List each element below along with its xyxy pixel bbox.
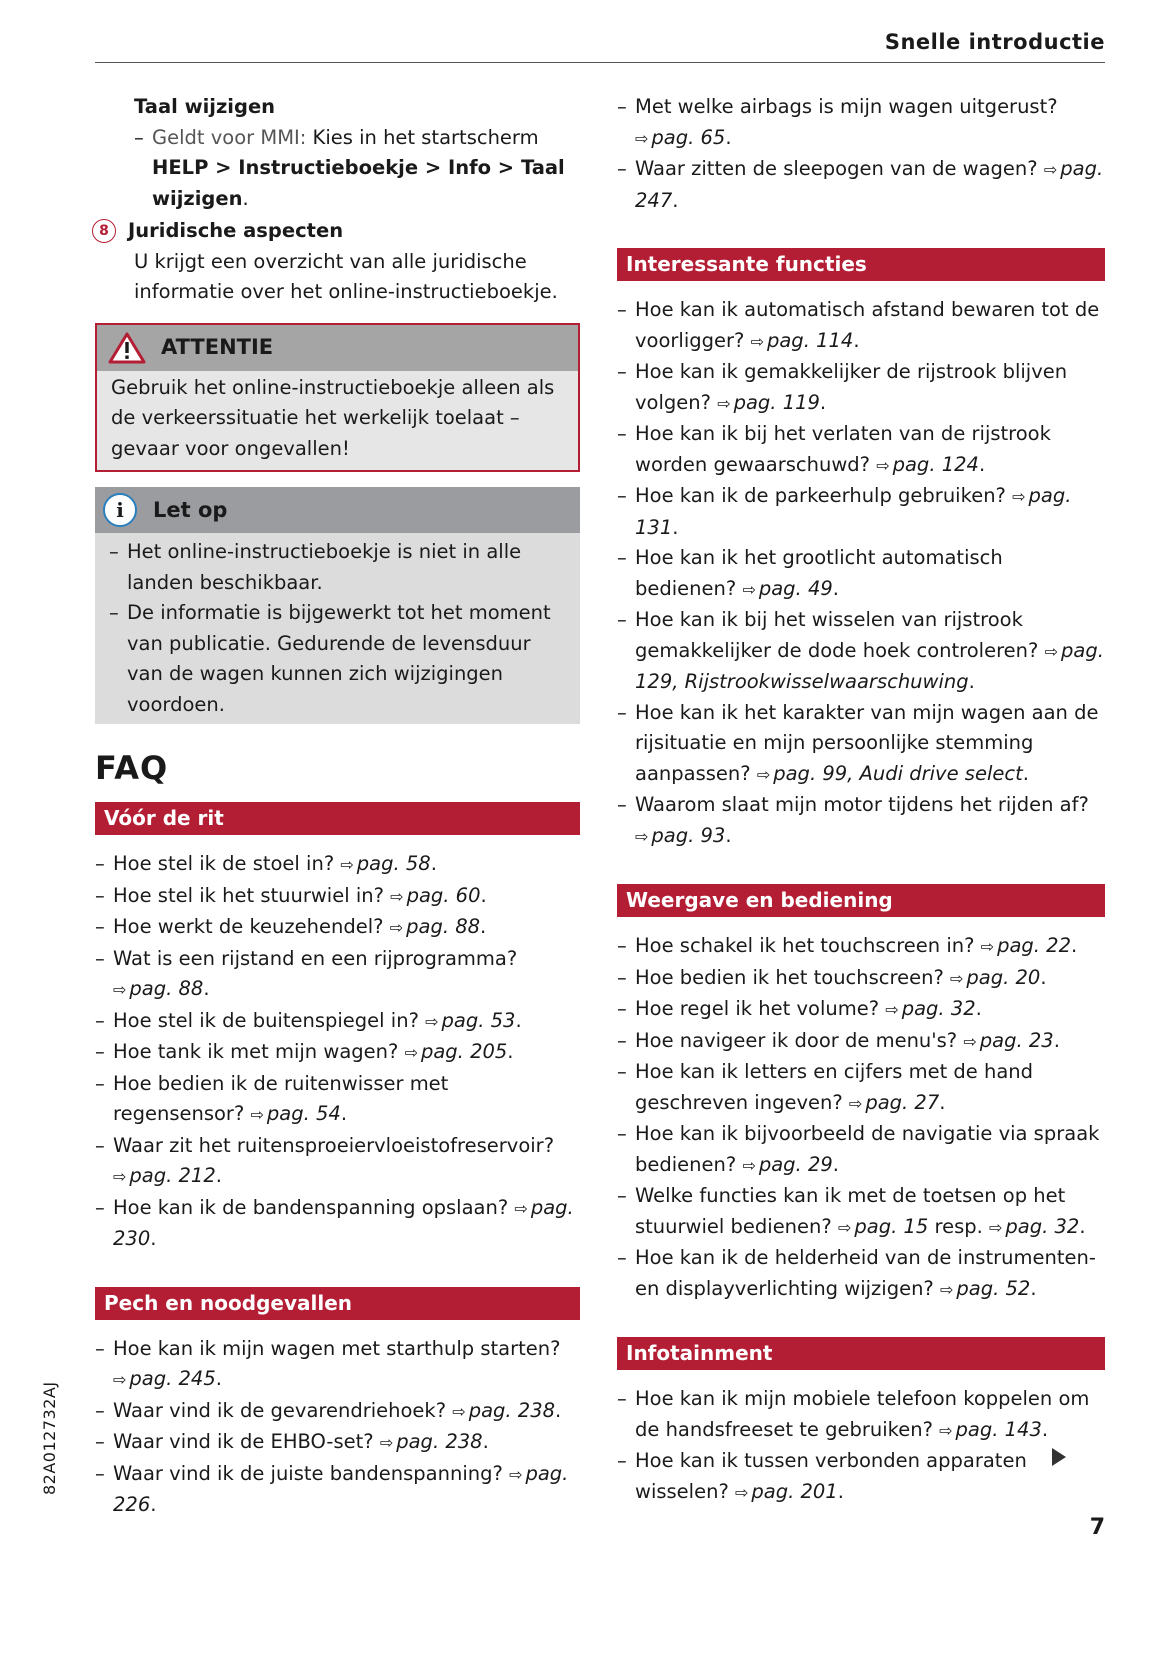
page-ref-arrow-icon: ⇨ bbox=[939, 1420, 953, 1440]
page-ref-arrow-icon: ⇨ bbox=[113, 980, 127, 999]
faq-question: Hoe kan ik het karakter van mijn wagen aan de rijsituatie en mijn persoonlijke stemming aanpassen? bbox=[635, 700, 1099, 785]
faq-item bbox=[617, 1181, 1105, 1243]
page-reference-link[interactable]: pag. 114 bbox=[766, 328, 854, 352]
faq-question: Welke functies kan ik met de toetsen op het stuurwiel bedienen? bbox=[635, 1184, 1066, 1238]
faq-item-end: . bbox=[1041, 1417, 1049, 1441]
faq-item-end: . bbox=[215, 1164, 222, 1187]
page-reference-link[interactable]: pag. 52 bbox=[956, 1276, 1031, 1300]
page-reference-link[interactable]: pag. 29 bbox=[758, 1152, 833, 1176]
faq-question: Waar vind ik de gevarendriehoek? bbox=[113, 1398, 447, 1422]
faq-item bbox=[95, 1459, 580, 1521]
faq-item bbox=[95, 1427, 580, 1459]
faq-item bbox=[617, 154, 1105, 216]
faq-title: FAQ bbox=[95, 749, 169, 787]
faq-item bbox=[617, 1057, 1105, 1119]
taal-instruction bbox=[134, 123, 580, 215]
page-reference-link[interactable]: pag. 230 bbox=[113, 1195, 574, 1250]
faq-item-end: . bbox=[725, 125, 732, 149]
faq-item bbox=[95, 1037, 580, 1069]
faq-question: Hoe kan ik de bandenspanning opslaan? bbox=[113, 1195, 509, 1219]
warning-triangle-icon bbox=[107, 331, 147, 365]
faq-question: Waar zit het ruitensproeiervloeistofreservoir? bbox=[113, 1133, 555, 1157]
ref-separator: resp. bbox=[928, 1214, 990, 1238]
page-ref-arrow-icon: ⇨ bbox=[950, 968, 964, 988]
page-reference-link[interactable]: pag. 143 bbox=[955, 1417, 1042, 1441]
section-band-infotainment: Infotainment bbox=[617, 1337, 1105, 1370]
page-reference-link[interactable]: pag. 22 bbox=[997, 934, 1071, 957]
page-reference-link[interactable]: pag. 32 bbox=[901, 997, 976, 1020]
faq-question: Hoe bedien ik het touchscreen? bbox=[635, 965, 944, 989]
faq-question: Hoe kan ik mijn mobiele telefoon koppelen om de handsfreeset te gebruiken? bbox=[635, 1387, 1090, 1441]
page-reference-link[interactable]: pag. 238 bbox=[468, 1398, 556, 1422]
page-reference-link[interactable]: pag. 238 bbox=[396, 1430, 483, 1453]
faq-item bbox=[95, 912, 580, 944]
faq-item-end: . bbox=[1022, 761, 1029, 785]
right-column bbox=[617, 92, 1105, 1508]
page-reference-link[interactable]: pag. 65 bbox=[651, 125, 726, 149]
page-ref-arrow-icon: ⇨ bbox=[250, 1105, 264, 1124]
page-ref-arrow-icon: ⇨ bbox=[379, 1433, 394, 1452]
page-ref-arrow-icon: ⇨ bbox=[389, 918, 404, 937]
faq-item bbox=[95, 944, 580, 1006]
attentie-header bbox=[97, 325, 578, 371]
taal-path-2: wijzigen bbox=[152, 186, 243, 210]
faq-item-end: . bbox=[1053, 1028, 1060, 1052]
faq-question: Hoe navigeer ik door de menu's? bbox=[635, 1028, 958, 1052]
page-ref-arrow-icon: ⇨ bbox=[989, 1217, 1003, 1237]
document-code: 82A012732AJ bbox=[40, 1381, 59, 1495]
section-band-voor-de-rit: Vóór de rit bbox=[95, 802, 580, 835]
page-reference-link[interactable]: pag. 15 bbox=[854, 1214, 929, 1238]
faq-item-end: . bbox=[150, 1493, 157, 1516]
faq-item-end: . bbox=[1079, 1214, 1086, 1238]
faq-question: Hoe kan ik de helderheid van de instrumenten- en displayverlichting wijzigen? bbox=[635, 1246, 1096, 1300]
page-ref-arrow-icon: ⇨ bbox=[980, 937, 995, 956]
page-ref-arrow-icon: ⇨ bbox=[113, 1370, 127, 1389]
page-reference-link[interactable]: pag. 23 bbox=[979, 1028, 1054, 1052]
page-ref-arrow-icon: ⇨ bbox=[963, 1031, 977, 1051]
faq-question: Hoe kan ik gemakkelijker de rijstrook blijven volgen? bbox=[635, 360, 1068, 414]
faq-item bbox=[617, 357, 1105, 419]
faq-item-end: . bbox=[480, 915, 487, 938]
faq-item bbox=[617, 994, 1105, 1026]
taal-path-1: HELP > Instructieboekje > Info > Taal bbox=[152, 156, 565, 179]
faq-item bbox=[617, 295, 1105, 357]
letop-box bbox=[95, 487, 580, 724]
page-ref-arrow-icon: ⇨ bbox=[635, 128, 649, 148]
faq-item-end: . bbox=[672, 515, 679, 539]
taal-path-end: . bbox=[242, 186, 249, 210]
section-band-weergave: Weergave en bediening bbox=[617, 884, 1105, 917]
page-ref-arrow-icon: ⇨ bbox=[390, 886, 404, 906]
letop-body bbox=[95, 533, 580, 724]
faq-item-end: . bbox=[340, 1102, 348, 1125]
faq-question: Waar vind ik de EHBO-set? bbox=[113, 1430, 374, 1453]
page-reference-link[interactable]: pag. 99, Audi drive select bbox=[773, 761, 1023, 785]
faq-question: Hoe kan ik bijvoorbeeld de navigatie via spraak bedienen? bbox=[635, 1122, 1100, 1176]
page-reference-link[interactable]: pag. 49 bbox=[758, 576, 833, 600]
faq-item-end: . bbox=[832, 1152, 839, 1176]
faq-item-end: . bbox=[150, 1227, 157, 1250]
page-reference-link[interactable]: pag. 88 bbox=[406, 915, 481, 938]
faq-question: Hoe kan ik automatisch afstand bewaren tot de voorligger? bbox=[635, 298, 1100, 352]
page-reference-link[interactable]: pag. 226 bbox=[113, 1461, 569, 1516]
faq-item bbox=[617, 543, 1105, 605]
section-band-pech: Pech en noodgevallen bbox=[95, 1287, 580, 1320]
faq-item-end: . bbox=[832, 576, 839, 600]
taal-heading: Taal wijzigen bbox=[134, 95, 276, 118]
page-reference-link[interactable]: pag. 124 bbox=[892, 452, 979, 476]
juridisch-block bbox=[95, 216, 580, 308]
faq-item-end: . bbox=[555, 1398, 562, 1422]
faq-item-end: . bbox=[978, 452, 986, 476]
attentie-box bbox=[95, 323, 580, 473]
page-ref-arrow-icon: ⇨ bbox=[940, 1279, 954, 1299]
juridisch-text: U krijgt een overzicht van alle juridische informatie over het online-instructieboekje. bbox=[134, 249, 558, 303]
faq-question: Hoe bedien ik de ruitenwisser met regensensor? bbox=[113, 1071, 449, 1125]
page-ref-arrow-icon: ⇨ bbox=[742, 579, 756, 599]
faq-item-end: . bbox=[430, 852, 437, 875]
faq-item bbox=[617, 1119, 1105, 1181]
faq-question: Waar zitten de sleepogen van de wagen? bbox=[635, 157, 1038, 180]
page-reference-link[interactable]: pag. 27 bbox=[865, 1090, 940, 1114]
faq-item-end: . bbox=[480, 883, 487, 907]
header-title: Snelle introductie bbox=[884, 30, 1105, 54]
faq-question: Met welke airbags is mijn wagen uitgerust? bbox=[635, 95, 1058, 118]
page-ref-arrow-icon: ⇨ bbox=[425, 1011, 439, 1031]
page-ref-arrow-icon: ⇨ bbox=[837, 1217, 852, 1237]
letop-item: – Het online-instructieboekje is niet in alle landen beschikbaar. bbox=[109, 537, 566, 598]
faq-item bbox=[617, 790, 1105, 852]
faq-item bbox=[617, 1446, 1105, 1508]
attentie-title: ATTENTIE bbox=[161, 335, 274, 360]
page-reference-link[interactable]: pag. 245 bbox=[129, 1367, 216, 1390]
faq-item-end: . bbox=[853, 328, 860, 352]
callout-number-8: 8 bbox=[92, 219, 116, 243]
page-ref-arrow-icon: ⇨ bbox=[1044, 641, 1058, 661]
page-ref-arrow-icon: ⇨ bbox=[340, 855, 354, 874]
faq-item bbox=[617, 92, 1105, 154]
faq-item-end: . bbox=[203, 977, 210, 1000]
page-ref-arrow-icon: ⇨ bbox=[756, 764, 771, 784]
page-ref-arrow-icon: ⇨ bbox=[735, 1482, 749, 1502]
faq-question: Hoe tank ik met mijn wagen? bbox=[113, 1040, 399, 1063]
faq-item-end: . bbox=[1071, 934, 1078, 957]
faq-item bbox=[95, 881, 580, 913]
faq-item bbox=[617, 605, 1105, 698]
page-ref-arrow-icon: ⇨ bbox=[742, 1155, 756, 1175]
faq-item-end: . bbox=[975, 997, 982, 1020]
page-ref-arrow-icon: ⇨ bbox=[750, 331, 764, 351]
faq-item bbox=[617, 931, 1105, 963]
page-ref-arrow-icon: ⇨ bbox=[876, 455, 890, 475]
juridisch-heading: Juridische aspecten bbox=[128, 219, 344, 242]
left-column bbox=[95, 92, 580, 1521]
interessant-list bbox=[617, 295, 1105, 852]
faq-item-end: . bbox=[515, 1008, 522, 1032]
letop-item: – De informatie is bijgewerkt tot het moment van publicatie. Gedurende de levensduur van de wagen kunnen zich wijzigingen voordoen. bbox=[109, 598, 566, 720]
page-reference-link[interactable]: pag. 20 bbox=[966, 965, 1041, 989]
page-ref-arrow-icon: ⇨ bbox=[452, 1401, 466, 1421]
header-rule bbox=[95, 62, 1105, 63]
page-ref-arrow-icon: ⇨ bbox=[404, 1043, 418, 1062]
faq-question: Hoe kan ik tussen verbonden apparaten wisselen? bbox=[635, 1449, 1027, 1503]
faq-item bbox=[95, 1193, 580, 1255]
faq-item-end: . bbox=[939, 1090, 946, 1114]
faq-item bbox=[95, 849, 580, 881]
continue-arrow-icon bbox=[1052, 1448, 1066, 1466]
page-ref-arrow-icon: ⇨ bbox=[509, 1464, 523, 1484]
faq-item-end: . bbox=[482, 1430, 489, 1453]
faq-item bbox=[95, 1006, 580, 1038]
faq-question: Hoe regel ik het volume? bbox=[635, 997, 880, 1020]
faq-question: Hoe kan ik het grootlicht automatisch bedienen? bbox=[635, 546, 1003, 600]
page-ref-arrow-icon: ⇨ bbox=[885, 1000, 899, 1019]
faq-item bbox=[617, 963, 1105, 995]
page-reference-link[interactable]: pag. 212 bbox=[129, 1164, 216, 1187]
page-reference-link[interactable]: pag. 60 bbox=[406, 883, 481, 907]
faq-item-end: . bbox=[725, 823, 732, 847]
faq-question: Hoe kan ik bij het verlaten van de rijstrook worden gewaarschuwd? bbox=[635, 422, 1051, 476]
faq-item-end: . bbox=[507, 1040, 514, 1063]
faq-item bbox=[95, 1334, 580, 1396]
page-ref-arrow-icon: ⇨ bbox=[514, 1198, 528, 1218]
faq-question: Hoe stel ik de buitenspiegel in? bbox=[113, 1008, 419, 1032]
faq-question: Hoe kan ik letters en cijfers met de hand geschreven ingeven? bbox=[635, 1060, 1034, 1114]
page-reference-link[interactable]: pag. 32 bbox=[1005, 1214, 1080, 1238]
faq-question: Hoe schakel ik het touchscreen in? bbox=[635, 934, 975, 957]
faq-item bbox=[617, 1026, 1105, 1058]
faq-question: Hoe kan ik de parkeerhulp gebruiken? bbox=[635, 484, 1006, 507]
faq-question: Waar vind ik de juiste bandenspanning? bbox=[113, 1461, 503, 1485]
faq-question: Hoe stel ik het stuurwiel in? bbox=[113, 883, 384, 907]
faq-item-end: . bbox=[968, 670, 975, 693]
faq-item-end: . bbox=[1040, 965, 1047, 989]
faq-question: Hoe werkt de keuzehendel? bbox=[113, 915, 384, 938]
faq-question: Hoe kan ik mijn wagen met starthulp starten? bbox=[113, 1336, 561, 1360]
faq-item bbox=[95, 1396, 580, 1428]
faq-item bbox=[95, 1069, 580, 1131]
page-reference-link[interactable]: pag. 119 bbox=[733, 390, 820, 414]
faq-item-end: . bbox=[819, 390, 827, 414]
faq-question: Hoe kan ik bij het wisselen van rijstrook gemakkelijker de dode hoek controleren? bbox=[635, 608, 1039, 662]
page-ref-arrow-icon: ⇨ bbox=[1012, 487, 1026, 506]
page-reference-link[interactable]: pag. 205 bbox=[420, 1040, 508, 1063]
letop-title: Let op bbox=[153, 497, 228, 522]
faq-item-end: . bbox=[837, 1479, 844, 1503]
top-right-list bbox=[617, 92, 1105, 216]
page-ref-arrow-icon: ⇨ bbox=[717, 393, 731, 413]
page-ref-arrow-icon: ⇨ bbox=[848, 1093, 863, 1113]
page-reference-link[interactable]: pag. 58 bbox=[356, 852, 431, 875]
page-ref-arrow-icon: ⇨ bbox=[1043, 160, 1058, 179]
attentie-text: Gebruik het online-instructieboekje alleen als de verkeerssituatie het werkelijk toelaat – gevaar voor ongevallen! bbox=[111, 375, 555, 460]
page-reference-link[interactable]: pag. 54 bbox=[266, 1102, 341, 1125]
faq-item-end: . bbox=[672, 188, 679, 212]
page-reference-link[interactable]: pag. 201 bbox=[751, 1479, 838, 1503]
faq-question: Waarom slaat mijn motor tijdens het rijden af? bbox=[635, 793, 1089, 816]
page-ref-arrow-icon: ⇨ bbox=[113, 1167, 127, 1186]
applies-label: Geldt voor MMI: bbox=[152, 125, 307, 149]
page-number: 7 bbox=[1089, 1515, 1105, 1540]
infotainment-list bbox=[617, 1384, 1105, 1508]
page-reference-link[interactable]: pag. 131 bbox=[635, 484, 1072, 539]
page-reference-link[interactable]: pag. 129, Rijstrookwisselwaarschuwing bbox=[635, 638, 1104, 693]
page-reference-link[interactable]: pag. 53 bbox=[441, 1008, 516, 1032]
faq-item bbox=[95, 1131, 580, 1193]
page-ref-arrow-icon: ⇨ bbox=[635, 826, 649, 846]
faq-item-end: . bbox=[1030, 1276, 1037, 1300]
page-reference-link[interactable]: pag. 88 bbox=[129, 977, 204, 1000]
page-reference-link[interactable]: pag. 247 bbox=[635, 157, 1104, 212]
faq-item bbox=[617, 1384, 1105, 1446]
faq-question: Wat is een rijstand en een rijprogramma? bbox=[113, 946, 518, 970]
faq-item bbox=[617, 419, 1105, 481]
letop-header bbox=[95, 487, 580, 533]
faq-item bbox=[617, 481, 1105, 543]
faq-item bbox=[617, 698, 1105, 791]
weergave-list bbox=[617, 931, 1105, 1305]
taal-block bbox=[95, 92, 580, 214]
faq-item bbox=[617, 1243, 1105, 1305]
info-icon: i bbox=[103, 493, 137, 527]
faq-question: Hoe stel ik de stoel in? bbox=[113, 852, 335, 875]
pech-list bbox=[95, 1334, 580, 1521]
page-reference-link[interactable]: pag. 93 bbox=[651, 823, 726, 847]
faq-item-end: . bbox=[215, 1367, 222, 1390]
section-band-interessant: Interessante functies bbox=[617, 248, 1105, 281]
voor-de-rit-list bbox=[95, 849, 580, 1255]
applies-text: Kies in het startscherm bbox=[306, 125, 539, 149]
